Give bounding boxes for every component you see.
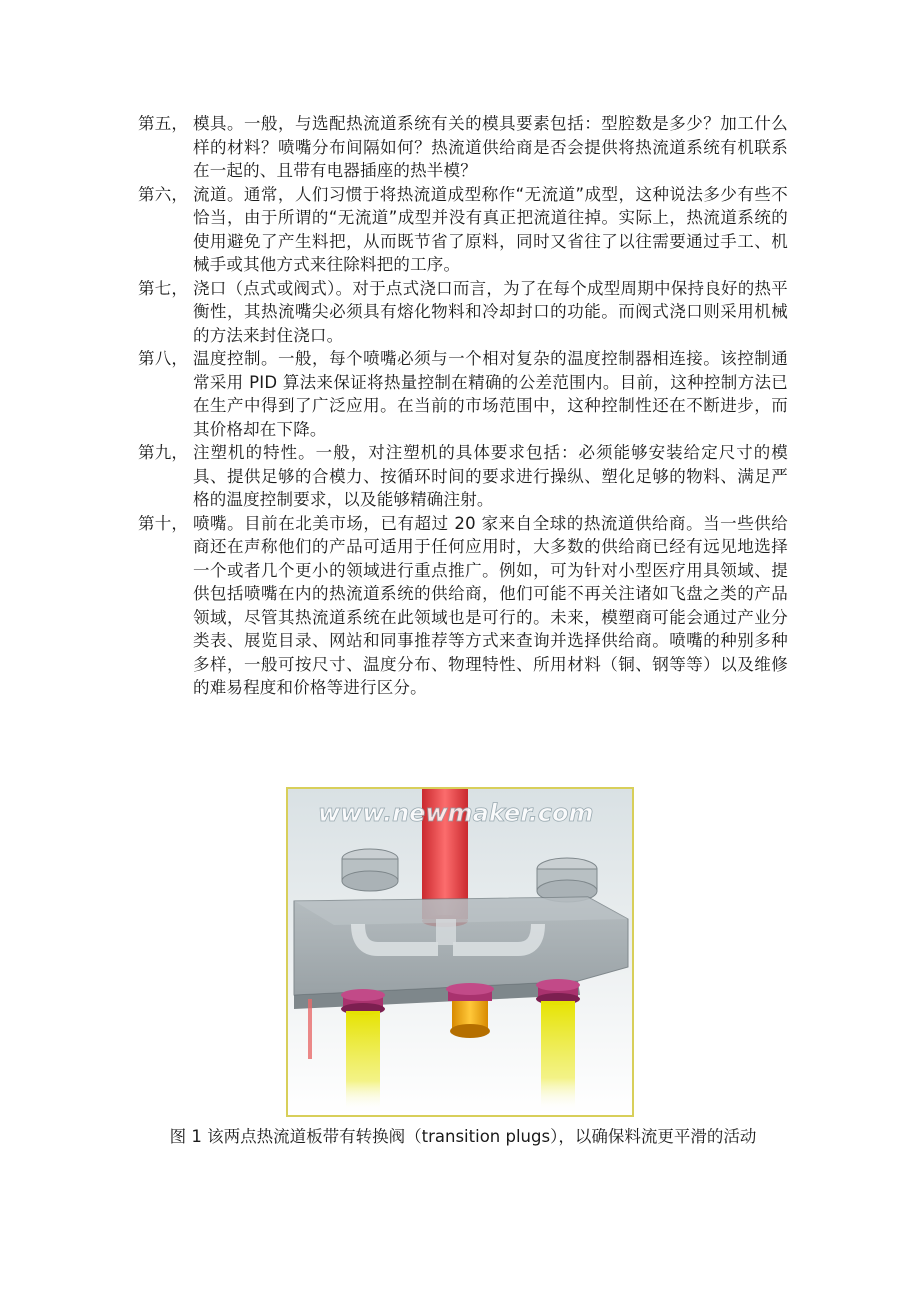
list-item: [138, 112, 788, 183]
item-label: 第八，: [138, 349, 189, 368]
item-label: 第六，: [138, 184, 189, 204]
item-label: 第七，: [138, 278, 189, 298]
item-text: 模具。一般，与选配热流道系统有关的模具要素包括：型腔数是多少？加工什么样的材料？喷嘴分布间隔如何？热流道供给商是否会提供将热流道系统有机联系在一起的、且带有电器插座的热半模？: [193, 114, 788, 180]
list-item: [138, 512, 788, 700]
item-text: 温度控制。一般，每个喷嘴必须与一个相对复杂的温度控制器相连接。该控制通常采用 PID 算法来保证将热量控制在精确的公差范围内。目前，这种控制方法已在生产中得到了广泛应用。在当前的市场范围中，这种控制性还在不断进步，而其价格却在下降。: [193, 349, 788, 439]
hot-runner-figure: [286, 787, 634, 1117]
list-item: [138, 277, 788, 348]
list-item: [138, 347, 788, 441]
item-text: 浇口（点式或阀式）。对于点式浇口而言，为了在每个成型周期中保持良好的热平衡性，其热流嘴尖必须具有熔化物料和冷却封口的功能。而阀式浇口则采用机械的方法来封住浇口。: [193, 278, 788, 345]
item-text: 喷嘴。目前在北美市场，已有超过 20 家来自全球的热流道供给商。当一些供给商还在声称他们的产品可适用于任何应用时，大多数的供给商已经有远见地选择一个或者几个更小的领域进行重点推广。例如，可为针对小型医疗用具领域、提供包括喷嘴在内的热流道系统的供给商，他们可能不再关注诸如飞盘之类的产品领域，尽管其热流道系统在此领域也是可行的。未来，模塑商可能会通过产业分类表、展览目录、网站和同事推荐等方式来查询并选择供给商。喷嘴的种别多种多样，一般可按尺寸、温度分布、物理特性、所用材料（铜、钢等等）以及维修的难易程度和价格等进行区分。: [193, 513, 788, 697]
numbered-list: [138, 112, 788, 700]
list-item: [138, 183, 788, 277]
figure-watermark: www.newmaker.com: [318, 799, 594, 827]
list-item: [138, 441, 788, 512]
item-label: 第九，: [138, 443, 189, 462]
item-label: 第十，: [138, 513, 189, 533]
item-text: 流道。通常，人们习惯于将热流道成型称作“无流道”成型，这种说法多少有些不恰当，由于所谓的“无流道”成型并没有真正把流道往掉。实际上，热流道系统的使用避免了产生料把，从而既节省了原料，同时又省往了以往需要通过手工、机械手或其他方式来往除料把的工序。: [193, 184, 788, 274]
item-text: 注塑机的特性。一般，对注塑机的具体要求包括：必须能够安装给定尺寸的模具、提供足够的合模力、按循环时间的要求进行操纵、塑化足够的物料、满足严格的温度控制要求，以及能够精确注射。: [193, 443, 788, 509]
figure-caption: 图 1 该两点热流道板带有转换阀（transition plugs），以确保料流更平滑的活动: [169, 1127, 757, 1146]
item-label: 第五，: [138, 114, 189, 133]
